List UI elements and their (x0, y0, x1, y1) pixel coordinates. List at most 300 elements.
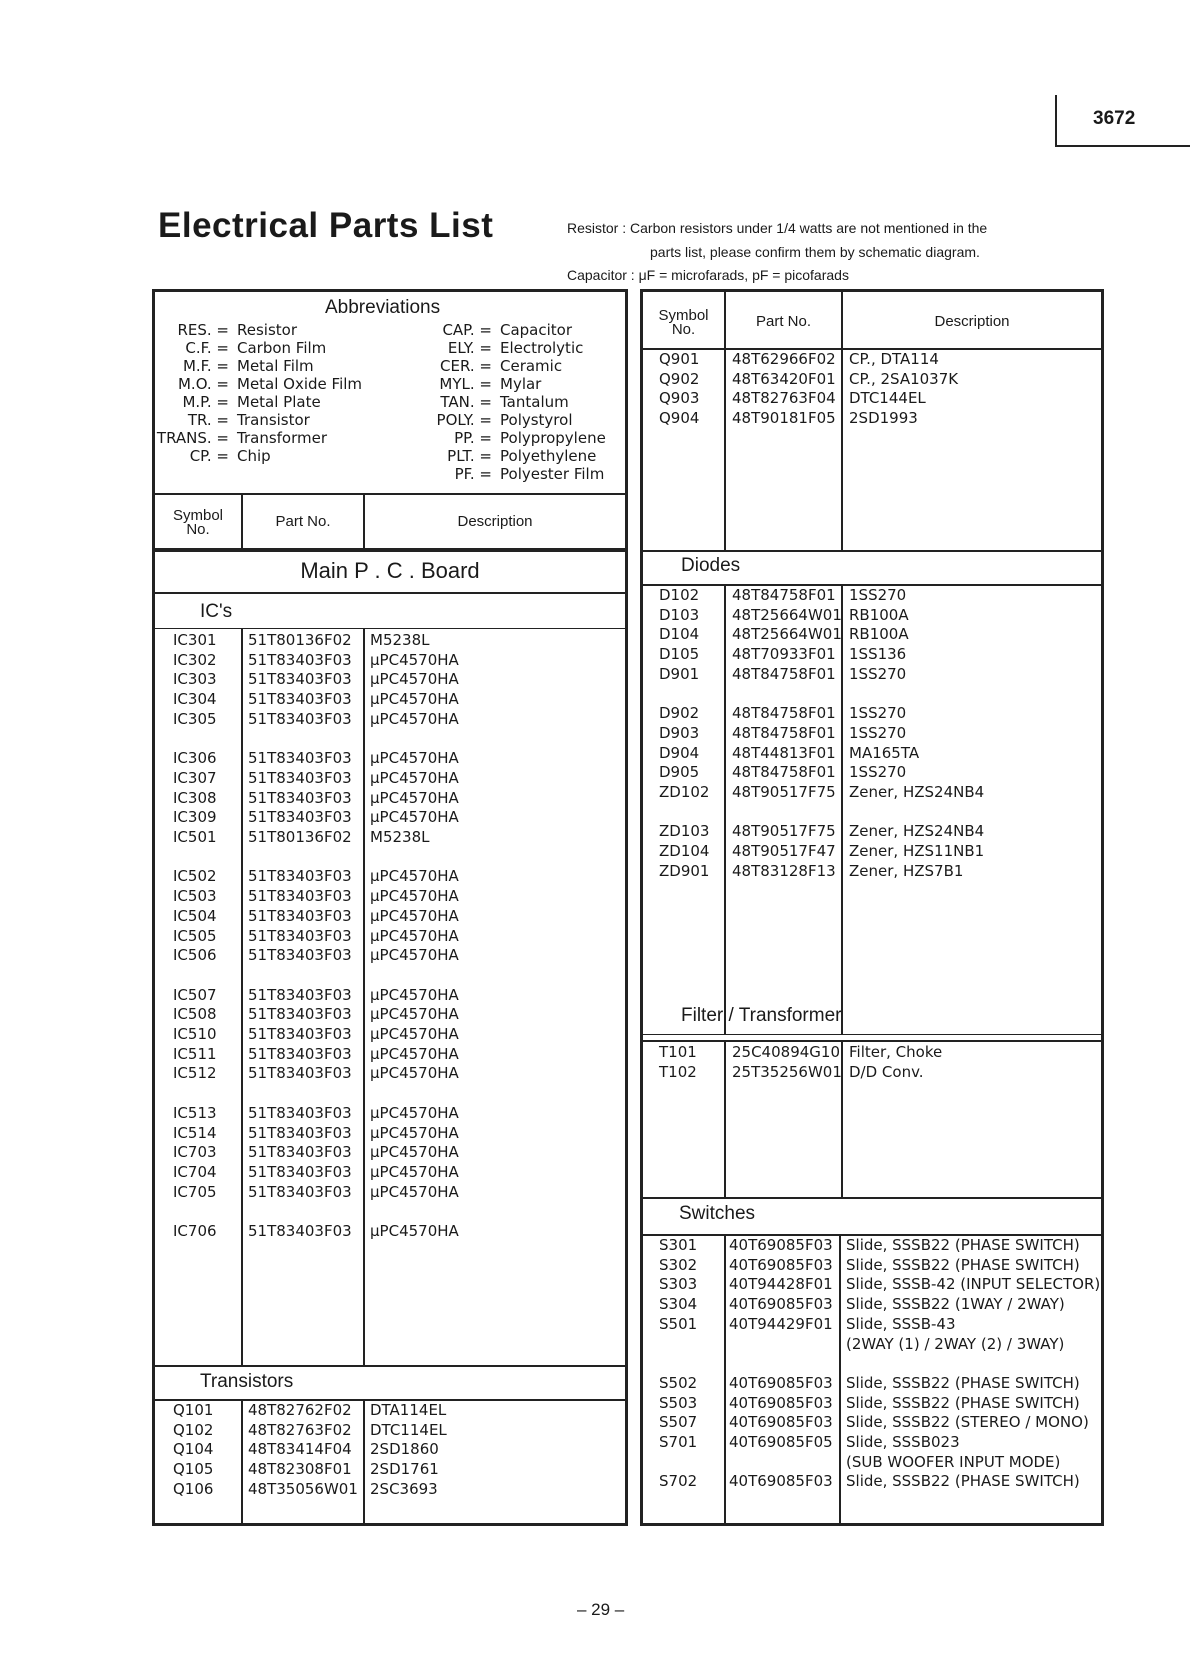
description: Slide, SSSB22 (PHASE SWITCH) (846, 1393, 1080, 1412)
symbol-no: IC302 (173, 650, 217, 669)
section-diodes: Diodes (681, 555, 741, 576)
part-no: 40T69085F03 (729, 1413, 833, 1432)
symbol-no: IC503 (173, 887, 217, 906)
part-no: 51T83403F03 (248, 1162, 352, 1181)
symbol-no: IC307 (173, 768, 217, 787)
symbol-no: IC305 (173, 709, 217, 728)
transistor-row (155, 1480, 625, 1500)
ic-row (155, 1124, 625, 1144)
description: 1SS270 (849, 704, 907, 723)
divider (643, 1197, 1101, 1199)
switch-row (643, 1236, 1101, 1256)
divider (643, 1034, 1101, 1035)
part-no: 40T94428F01 (729, 1275, 833, 1294)
part-no: 51T83403F03 (248, 709, 352, 728)
abbreviation-key: POLY. = (436, 411, 492, 429)
description: Zener, HZS24NB4 (849, 783, 985, 801)
diode-row (643, 783, 1101, 803)
part-no: 48T82763F02 (248, 1420, 352, 1439)
part-no: 51T83403F03 (248, 650, 352, 669)
part-no: 40T69085F05 (729, 1433, 833, 1451)
part-no: 48T83414F04 (248, 1440, 352, 1459)
symbol-no: ZD102 (659, 783, 710, 801)
diode-row (643, 862, 1101, 882)
part-no: 51T83403F03 (248, 906, 352, 925)
symbol-no: S302 (659, 1255, 698, 1274)
part-no: 48T84758F01 (732, 586, 836, 604)
transistor-row (643, 350, 1101, 370)
description: Zener, HZS24NB4 (849, 822, 985, 841)
description: 2SC3693 (370, 1479, 438, 1498)
left-parts-panel (152, 289, 628, 1526)
diode-row (643, 842, 1101, 862)
part-no: 40T69085F03 (729, 1295, 833, 1314)
part-no: 51T83403F03 (248, 690, 352, 709)
part-no: 51T83403F03 (248, 887, 352, 906)
section-transistors: Transistors (200, 1371, 294, 1392)
symbol-no: IC306 (173, 749, 217, 768)
part-no: 51T80136F02 (248, 631, 352, 649)
part-no: 51T83403F03 (248, 926, 352, 945)
description: μPC4570HA (370, 1143, 459, 1162)
abbreviation-key: PP. = (454, 429, 492, 447)
abbreviation-meaning: Polypropylene (500, 429, 606, 447)
abbreviation-meaning: Transformer (237, 429, 328, 447)
abbreviation-meaning: Polyester Film (500, 465, 605, 483)
abbreviation-key: MYL. = (439, 375, 492, 393)
part-no: 51T83403F03 (248, 788, 352, 807)
part-no: 40T69085F03 (729, 1472, 833, 1491)
part-no: 51T83403F03 (248, 749, 352, 768)
part-no: 51T83403F03 (248, 1103, 352, 1122)
symbol-no: IC704 (173, 1162, 217, 1181)
symbol-no: D103 (659, 605, 700, 624)
symbol-no: S303 (659, 1275, 698, 1294)
symbol-no: ZD901 (659, 861, 710, 880)
description: Slide, SSSB-42 (INPUT SELECTOR) (846, 1275, 1101, 1294)
description: D/D Conv. (849, 1062, 924, 1081)
part-no: 48T62966F02 (732, 350, 836, 368)
abbreviation-key: CER. = (440, 357, 492, 375)
abbreviation-key: CP. = (189, 447, 229, 465)
description: (2WAY (1) / 2WAY (2) / 3WAY) (846, 1334, 1065, 1353)
description: μPC4570HA (370, 1064, 459, 1083)
abbreviation-meaning: Chip (237, 447, 271, 465)
section-switches: Switches (679, 1203, 756, 1224)
abbreviation-meaning: Resistor (237, 321, 297, 339)
symbol-no: IC504 (173, 906, 217, 925)
part-no: 48T90181F05 (732, 409, 836, 428)
switch-row (643, 1472, 1101, 1492)
description: 1SS270 (849, 763, 907, 782)
description: Slide, SSSB-43 (846, 1314, 956, 1333)
diode-row (643, 606, 1101, 626)
symbol-no: T102 (659, 1062, 697, 1081)
description: MA165TA (849, 743, 920, 762)
symbol-no: D901 (659, 664, 700, 683)
part-no: 48T82762F02 (248, 1401, 352, 1419)
symbol-no: T101 (659, 1043, 697, 1061)
section-ics: IC's (200, 601, 233, 622)
description: 1SS270 (849, 723, 907, 742)
abbreviation-key: TR. = (187, 411, 229, 429)
ic-row (155, 887, 625, 907)
description: 2SD1993 (849, 409, 918, 428)
description: 2SD1761 (370, 1460, 439, 1479)
divider (155, 628, 625, 629)
part-no: 48T35056W01 (248, 1479, 358, 1498)
header-description: Description (457, 513, 533, 530)
ic-row (155, 651, 625, 671)
description: μPC4570HA (370, 1025, 459, 1043)
ic-row (155, 1183, 625, 1203)
symbol-no: D903 (659, 723, 700, 742)
symbol-no: IC309 (173, 808, 217, 827)
diode-row (643, 763, 1101, 783)
symbol-no: IC506 (173, 946, 217, 965)
part-no: 51T83403F03 (248, 867, 352, 886)
part-no: 48T25664W01 (732, 605, 842, 624)
part-no: 51T83403F03 (248, 768, 352, 787)
part-no: 40T69085F03 (729, 1393, 833, 1412)
symbol-no: Q902 (659, 369, 700, 388)
symbol-no: IC706 (173, 1222, 217, 1240)
divider (155, 1365, 625, 1367)
switch-row (643, 1335, 1101, 1355)
symbol-no: D102 (659, 586, 700, 604)
switch-row (643, 1394, 1101, 1414)
transistor-row (643, 409, 1101, 429)
switch-row (643, 1295, 1101, 1315)
description: μPC4570HA (370, 650, 459, 669)
part-no: 51T83403F03 (248, 1143, 352, 1162)
symbol-no: IC505 (173, 926, 217, 945)
description: μPC4570HA (370, 788, 459, 807)
ic-row (155, 1163, 625, 1183)
description: 2SD1860 (370, 1440, 439, 1459)
page-footer-number: – 29 – (577, 1600, 625, 1619)
description: Slide, SSSB023 (846, 1433, 960, 1451)
symbol-no: ZD104 (659, 842, 710, 861)
symbol-no: S304 (659, 1295, 698, 1314)
diode-row (643, 586, 1101, 606)
symbol-no: D104 (659, 625, 700, 644)
resistor-note-continued: parts list, please confirm them by schematic diagram. (650, 244, 980, 260)
part-no: 48T25664W01 (732, 625, 842, 644)
abbreviation-key: TAN. = (440, 393, 492, 411)
part-no: 51T83403F03 (248, 808, 352, 827)
part-no: 40T69085F03 (729, 1373, 833, 1392)
description: (SUB WOOFER INPUT MODE) (846, 1452, 1061, 1471)
symbol-no: S501 (659, 1314, 698, 1333)
transistor-row (155, 1401, 625, 1421)
symbol-no: IC512 (173, 1064, 217, 1083)
ic-row (155, 986, 625, 1006)
description: μPC4570HA (370, 1222, 459, 1240)
description: Zener, HZS7B1 (849, 861, 964, 880)
symbol-no: D904 (659, 743, 700, 762)
description: CP., DTA114 (849, 350, 939, 368)
description: Filter, Choke (849, 1043, 943, 1061)
description: M5238L (370, 828, 430, 846)
part-no: 51T83403F03 (248, 1064, 352, 1083)
ic-row (155, 670, 625, 690)
switch-row (643, 1315, 1101, 1335)
abbreviation-meaning: Mylar (500, 375, 542, 393)
description: RB100A (849, 605, 909, 624)
symbol-no: IC501 (173, 828, 217, 846)
switch-row (643, 1374, 1101, 1394)
part-no: 25T35256W01 (732, 1062, 842, 1081)
filter-row (643, 1063, 1101, 1083)
abbreviation-key: CAP. = (442, 321, 492, 339)
ic-row (155, 1025, 625, 1045)
description: μPC4570HA (370, 906, 459, 925)
abbreviation-meaning: Metal Film (237, 357, 314, 375)
ic-row (155, 1222, 625, 1242)
part-no: 25C40894G10 (732, 1043, 840, 1061)
description: μPC4570HA (370, 690, 459, 709)
symbol-no: Q104 (173, 1440, 214, 1459)
abbreviation-key: M.P. = (182, 393, 229, 411)
description: DTC144EL (849, 389, 926, 408)
abbreviation-key: RES. = (177, 321, 229, 339)
abbreviation-meaning: Electrolytic (500, 339, 584, 357)
switch-row (643, 1453, 1101, 1473)
symbol-no: S301 (659, 1236, 698, 1254)
symbol-no: IC308 (173, 788, 217, 807)
part-no: 48T90517F47 (732, 842, 836, 861)
abbreviation-meaning: Metal Oxide Film (237, 375, 363, 393)
part-no: 51T83403F03 (248, 670, 352, 689)
symbol-no: D105 (659, 645, 700, 664)
symbol-no: Q901 (659, 350, 700, 368)
symbol-no: Q105 (173, 1460, 214, 1479)
symbol-no: D905 (659, 763, 700, 782)
symbol-no: IC508 (173, 1005, 217, 1024)
diode-row (643, 704, 1101, 724)
ic-row (155, 907, 625, 927)
abbreviation-key: PLT. = (447, 447, 492, 465)
diode-row (643, 744, 1101, 764)
transistor-row (155, 1440, 625, 1460)
symbol-no: IC703 (173, 1143, 217, 1162)
description: CP., 2SA1037K (849, 369, 959, 388)
description: Slide, SSSB22 (PHASE SWITCH) (846, 1236, 1080, 1254)
header-part-no: Part No. (275, 513, 331, 530)
description: μPC4570HA (370, 1044, 459, 1063)
part-no: 48T82308F01 (248, 1460, 352, 1479)
right-parts-panel (640, 289, 1104, 1526)
ic-row (155, 789, 625, 809)
header-symbol: Symbol No. (172, 507, 224, 538)
abbreviation-key: C.F. = (185, 339, 229, 357)
board-title: Main P . C . Board (300, 558, 480, 583)
part-no: 51T83403F03 (248, 1005, 352, 1024)
description: Slide, SSSB22 (PHASE SWITCH) (846, 1373, 1080, 1392)
ic-row (155, 710, 625, 730)
capacitor-note: Capacitor : μF = microfarads, pF = picofarads (567, 267, 849, 283)
part-no: 51T83403F03 (248, 1044, 352, 1063)
description: M5238L (370, 631, 430, 649)
abbreviation-key: PF. = (454, 465, 492, 483)
symbol-no: S503 (659, 1393, 698, 1412)
abbreviation-key: M.F. = (182, 357, 229, 375)
description: RB100A (849, 625, 909, 644)
ic-row (155, 631, 625, 651)
symbol-no: Q106 (173, 1479, 214, 1498)
transistor-row (155, 1460, 625, 1480)
switch-row (643, 1275, 1101, 1295)
description: 1SS136 (849, 645, 907, 664)
symbol-no: IC705 (173, 1182, 217, 1201)
description: μPC4570HA (370, 1123, 459, 1142)
diode-row (643, 724, 1101, 744)
description: 1SS270 (849, 586, 907, 604)
part-no: 51T83403F03 (248, 1123, 352, 1142)
description: μPC4570HA (370, 768, 459, 787)
symbol-no: D902 (659, 704, 700, 723)
abbreviation-meaning: Transistor (237, 411, 310, 429)
divider (155, 550, 625, 552)
divider (643, 1040, 1101, 1042)
part-no: 48T83128F13 (732, 861, 836, 880)
part-no: 48T44813F01 (732, 743, 836, 762)
part-no: 48T90517F75 (732, 822, 836, 841)
symbol-no: Q903 (659, 389, 700, 408)
description: μPC4570HA (370, 1005, 459, 1024)
page-number: 3672 (1093, 108, 1136, 129)
description: μPC4570HA (370, 1182, 459, 1201)
description: μPC4570HA (370, 887, 459, 906)
ic-row (155, 1005, 625, 1025)
description: μPC4570HA (370, 709, 459, 728)
ic-row (155, 1064, 625, 1084)
diode-row (643, 645, 1101, 665)
part-no: 48T84758F01 (732, 763, 836, 782)
part-no: 40T69085F03 (729, 1236, 833, 1254)
part-no: 48T70933F01 (732, 645, 836, 664)
description: μPC4570HA (370, 926, 459, 945)
description: Zener, HZS11NB1 (849, 842, 985, 861)
abbreviation-meaning: Polystyrol (500, 411, 573, 429)
ic-row (155, 769, 625, 789)
switch-row (643, 1413, 1101, 1433)
transistor-row (155, 1421, 625, 1441)
abbreviation-key: TRANS. = (156, 429, 229, 447)
header-symbol: Symbol No. (658, 307, 709, 338)
divider (155, 592, 625, 594)
ic-row (155, 946, 625, 966)
ic-row (155, 927, 625, 947)
filter-row (643, 1043, 1101, 1063)
description: DTA114EL (370, 1401, 447, 1419)
divider (643, 550, 1101, 552)
part-no: 48T84758F01 (732, 723, 836, 742)
part-no: 51T83403F03 (248, 1182, 352, 1201)
abbreviation-meaning: Capacitor (500, 321, 573, 339)
ic-row (155, 1104, 625, 1124)
description: 1SS270 (849, 664, 907, 683)
description: μPC4570HA (370, 1162, 459, 1181)
transistor-row (643, 370, 1101, 390)
switch-row (643, 1256, 1101, 1276)
description: μPC4570HA (370, 808, 459, 827)
symbol-no: S507 (659, 1413, 698, 1432)
section-filter-transformer: Filter / Transformer (681, 1005, 842, 1026)
symbol-no: S701 (659, 1433, 698, 1451)
diode-row (643, 625, 1101, 645)
part-no: 48T90517F75 (732, 783, 836, 801)
divider (155, 493, 625, 495)
page-title: Electrical Parts List (158, 206, 494, 245)
symbol-no: IC507 (173, 985, 217, 1004)
ic-row (155, 690, 625, 710)
part-no: 48T63420F01 (732, 369, 836, 388)
part-no: 51T83403F03 (248, 1025, 352, 1043)
part-no: 51T80136F02 (248, 828, 352, 846)
abbreviation-key: M.O. = (177, 375, 229, 393)
symbol-no: S502 (659, 1373, 698, 1392)
symbol-no: IC301 (173, 631, 217, 649)
abbreviation-key: ELY. = (447, 339, 492, 357)
symbol-no: IC511 (173, 1044, 217, 1063)
symbol-no: Q904 (659, 409, 700, 428)
symbol-no: S702 (659, 1472, 698, 1491)
ic-row (155, 749, 625, 769)
part-no: 48T84758F01 (732, 704, 836, 723)
transistor-row (643, 389, 1101, 409)
switch-row (643, 1433, 1101, 1453)
abbreviation-meaning: Ceramic (500, 357, 563, 375)
part-no: 51T83403F03 (248, 946, 352, 965)
symbol-no: IC303 (173, 670, 217, 689)
abbreviations-title: Abbreviations (325, 297, 441, 318)
abbreviation-meaning: Tantalum (500, 393, 569, 411)
description: μPC4570HA (370, 985, 459, 1004)
ic-row (155, 867, 625, 887)
description: Slide, SSSB22 (1WAY / 2WAY) (846, 1295, 1065, 1314)
description: μPC4570HA (370, 946, 459, 965)
ic-row (155, 1143, 625, 1163)
part-no: 40T94429F01 (729, 1314, 833, 1333)
ic-row (155, 828, 625, 848)
diode-row (643, 822, 1101, 842)
diode-row (643, 665, 1101, 685)
part-no: 48T82763F04 (732, 389, 836, 408)
description: DTC114EL (370, 1420, 447, 1439)
abbreviation-meaning: Metal Plate (237, 393, 321, 411)
symbol-no: IC502 (173, 867, 217, 886)
part-no: 48T84758F01 (732, 664, 836, 683)
symbol-no: Q101 (173, 1401, 214, 1419)
part-no: 51T83403F03 (248, 1222, 352, 1240)
header-description: Description (934, 313, 1010, 330)
symbol-no: IC304 (173, 690, 217, 709)
description: Slide, SSSB22 (PHASE SWITCH) (846, 1255, 1080, 1274)
part-no: 51T83403F03 (248, 985, 352, 1004)
description: Slide, SSSB22 (PHASE SWITCH) (846, 1472, 1080, 1491)
symbol-no: IC514 (173, 1123, 217, 1142)
symbol-no: IC510 (173, 1025, 217, 1043)
description: Slide, SSSB22 (STEREO / MONO) (846, 1413, 1089, 1432)
resistor-note: Resistor : Carbon resistors under 1/4 watts are not mentioned in the (567, 220, 988, 236)
part-no: 40T69085F03 (729, 1255, 833, 1274)
description: μPC4570HA (370, 867, 459, 886)
symbol-no: ZD103 (659, 822, 710, 841)
abbreviation-meaning: Polyethylene (500, 447, 597, 465)
header-part-no: Part No. (755, 313, 812, 330)
